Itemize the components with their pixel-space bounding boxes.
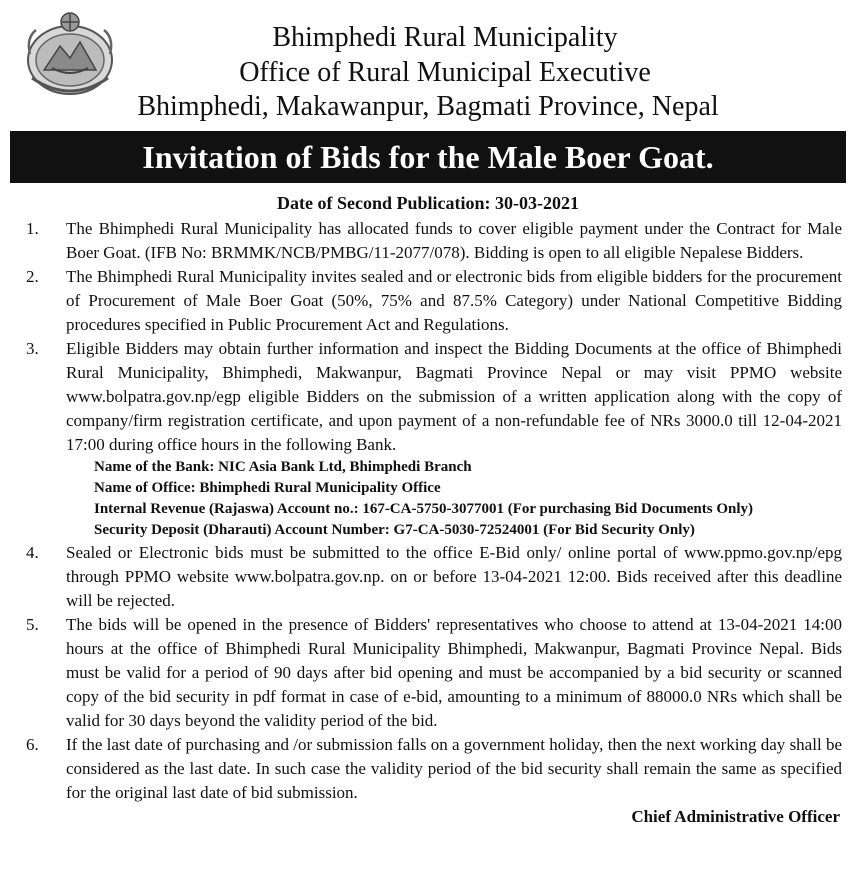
list-item [0,265,856,337]
item-text: If the last date of purchasing and /or submission falls on a government holiday, then the next working day shall be considered as the last date. In such case the validity period of the bid security shall remain the same as specified for the original last date of bid submission. [66,735,842,802]
notice-header [0,0,856,128]
item-text: The Bhimphedi Rural Municipality invites sealed and or electronic bids from eligible bidders for the procurement of Procurement of Male Boer Goat (50%, 75% and 87.5% Category) under National Competitive Bidding procedures specified in Public Procurement Act and Regulations. [66,267,842,334]
list-item [0,541,856,613]
notice-title: Invitation of Bids for the Male Boer Goat. [10,131,846,183]
bank-details [0,457,856,541]
publication-date: Date of Second Publication: 30-03-2021 [277,193,579,213]
item-text: The bids will be opened in the presence of Bidders' representatives who choose to attend at 13-04-2021 14:00 hours at the office of Bhimphedi Rural Municipality Bhimphedi, Makwanpur, Bagmati Province Nepal. Bids must be valid for a period of 90 days after bid opening and must be accompanied by a bid security or scanned copy of the bid security in pdf format in case of e-bid, amounting to a minimum of 88000.0 NRs which shall be valid for 30 days beyond the validity period of the bid. [66,615,842,730]
notice-body [0,192,856,829]
item-number: 2. [26,267,39,286]
item-number: 6. [26,735,39,754]
item-text: Eligible Bidders may obtain further information and inspect the Bidding Documents at the office of Bhimphedi Rural Municipality, Bhimphedi, Makwanpur, Bagmati Province Nepal or may visit PPMO website www.bolpatra.gov.np/egp eligible Bidders on the submission of a written application along with the copy of company/firm registration certificate, and upon payment of a non-refundable fee of NRs 3000.0 till 12-04-2021 17:00 during office hours in the following Bank. [66,339,842,454]
deposit-account: Security Deposit (Dharauti) Account Number: G7-CA-5030-72524001 (For Bid Security Only) [94,522,695,538]
municipality-name: Bhimphedi Rural Municipality [272,22,618,53]
item-number: 5. [26,615,39,634]
list-item [0,217,856,265]
item-number: 3. [26,339,39,358]
office-name: Office of Rural Municipal Executive [239,57,651,88]
signature: Chief Administrative Officer [631,807,840,826]
list-item [0,337,856,457]
list-item [0,733,856,805]
item-number: 1. [26,219,39,238]
item-text: Sealed or Electronic bids must be submitted to the office E-Bid only/ online portal of www.ppmo.gov.np/epg through PPMO website www.bolpatra.gov.np. on or before 13-04-2021 12:00. Bids received after this deadline will be rejected. [66,543,842,610]
office-name-line: Name of Office: Bhimphedi Rural Municipality Office [94,480,441,496]
revenue-account: Internal Revenue (Rajaswa) Account no.: 167-CA-5750-3077001 (For purchasing Bid Documents Only) [94,501,754,517]
item-number: 4. [26,543,39,562]
list-item [0,613,856,733]
bank-name: Name of the Bank: NIC Asia Bank Ltd, Bhimphedi Branch [94,459,472,475]
office-address: Bhimphedi, Makawanpur, Bagmati Province, Nepal [137,91,719,122]
item-text: The Bhimphedi Rural Municipality has allocated funds to cover eligible payment under the Contract for Male Boer Goat. (IFB No: BRMMK/NCB/PMBG/11-2077/078). Bidding is open to all eligible Nepalese Bidders. [66,219,842,262]
